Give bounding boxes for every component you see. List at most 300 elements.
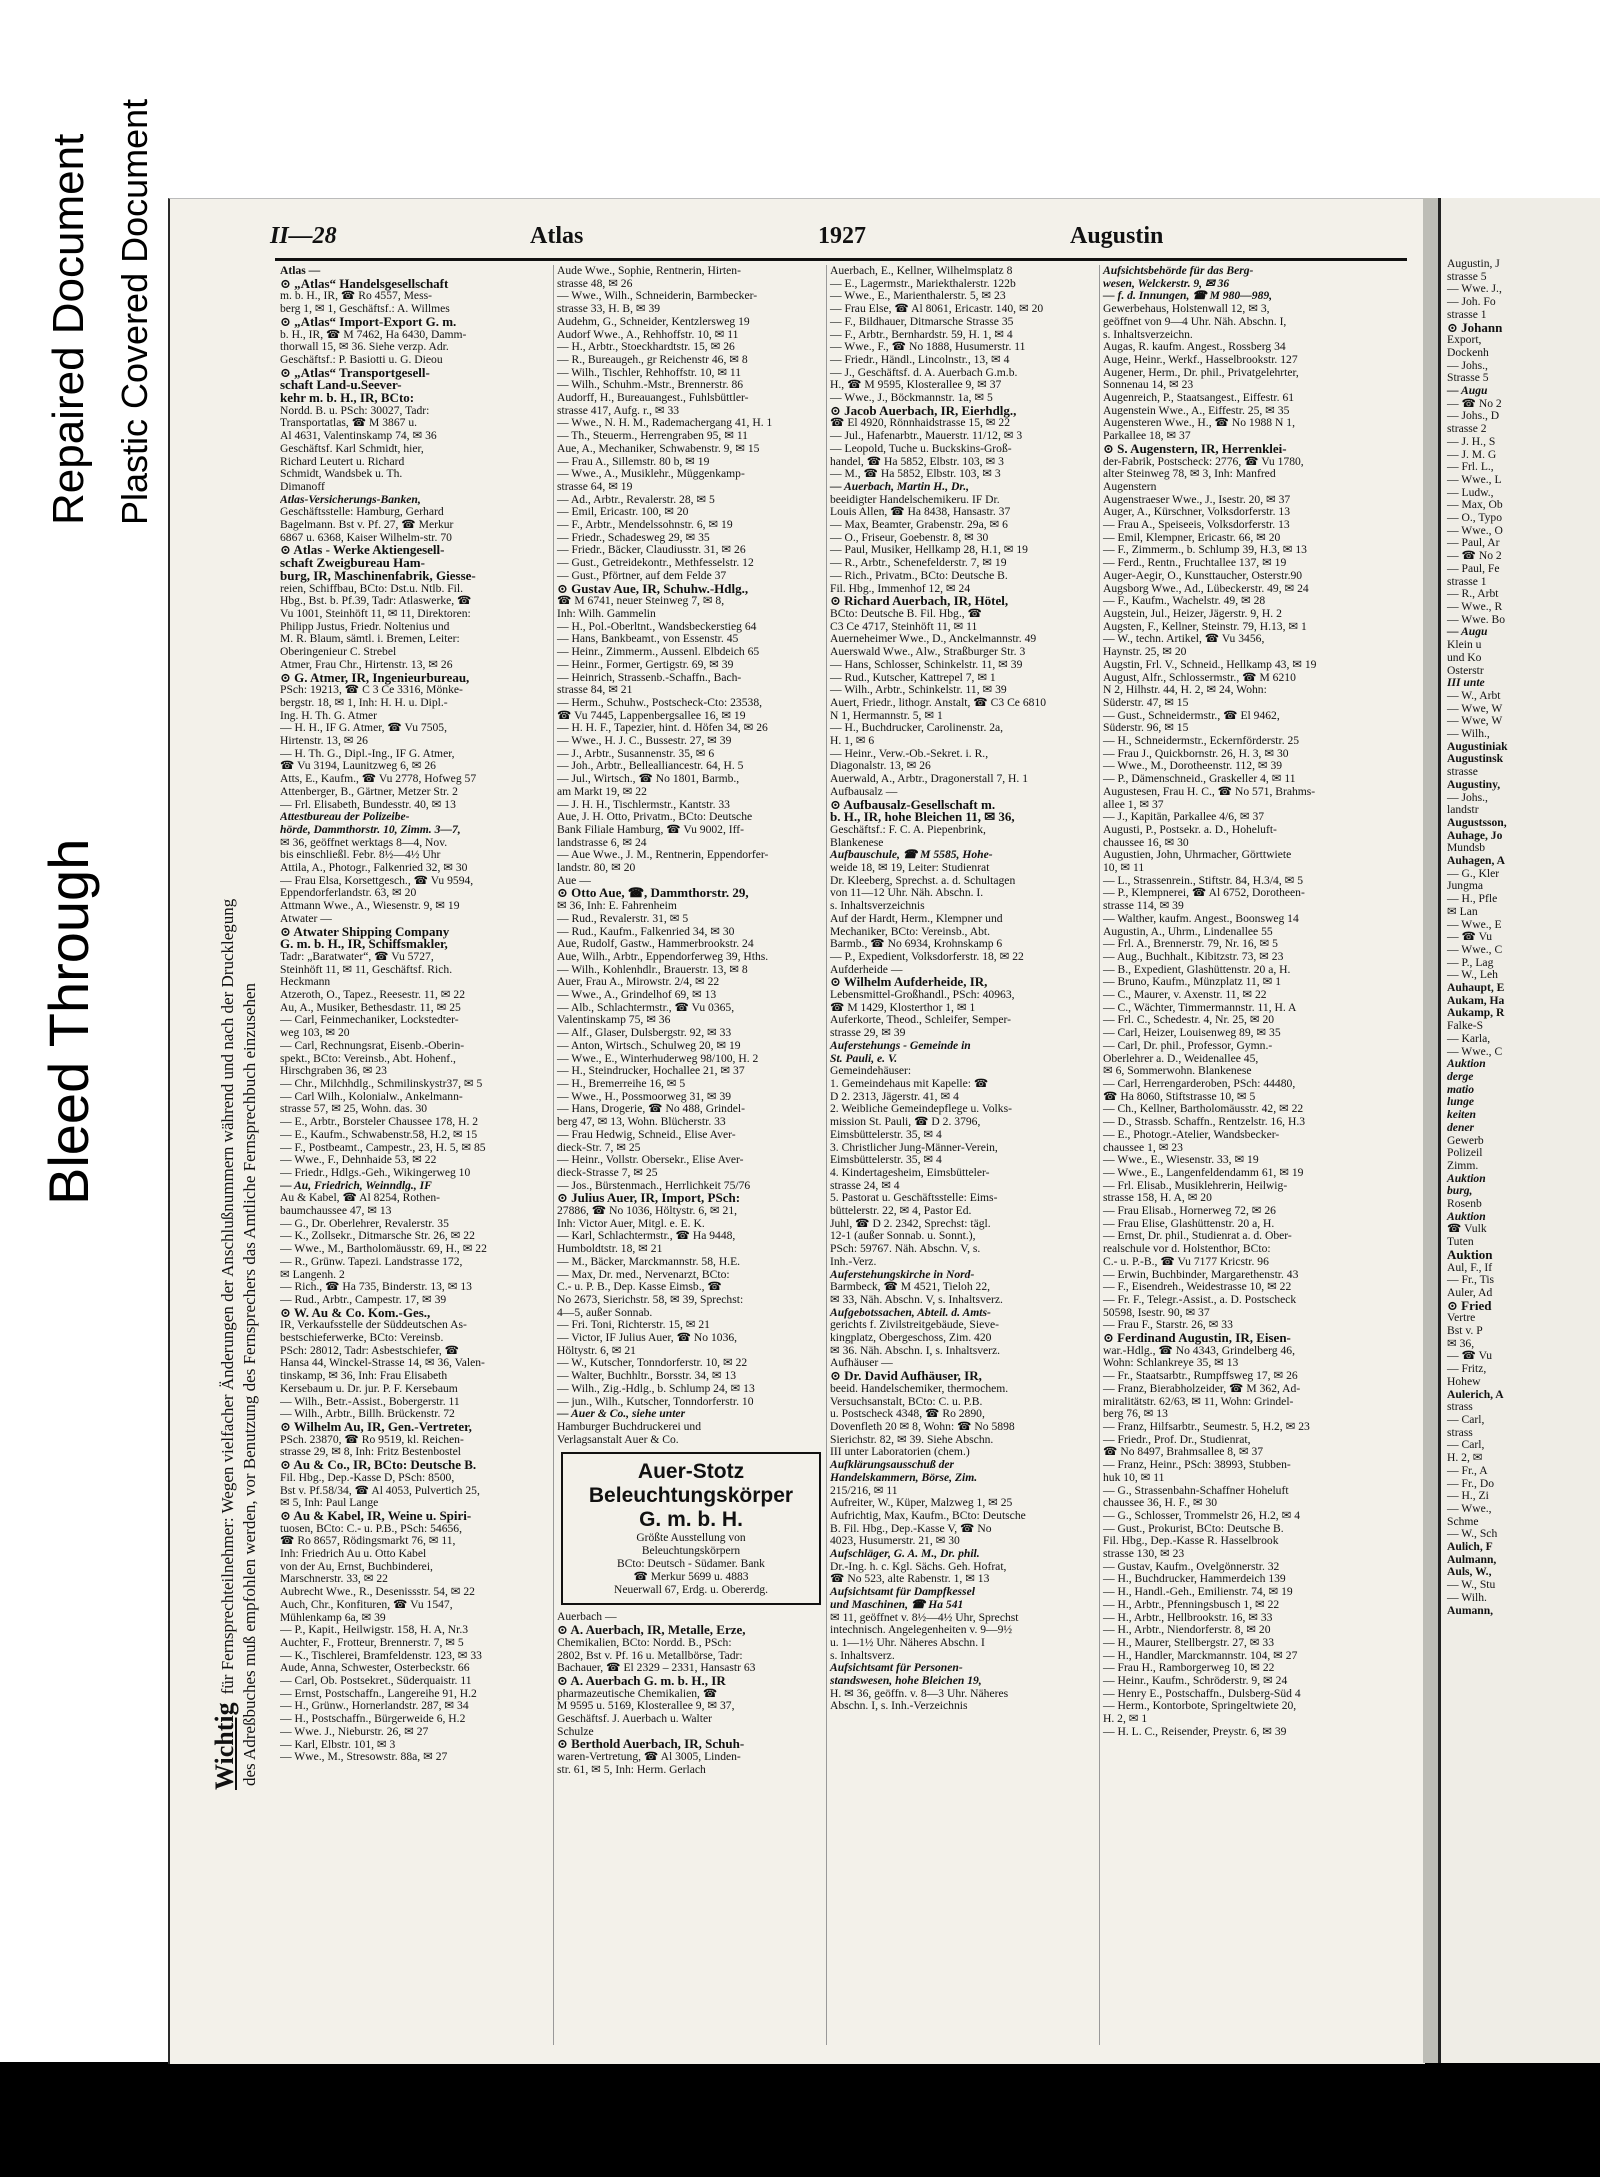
- directory-entry: — M., Bäcker, Marckmannstr. 58, H.E.: [557, 1254, 741, 1268]
- directory-entry: ✉ Langenh. 2: [280, 1267, 345, 1281]
- directory-entry: Augustsson,: [1447, 815, 1507, 829]
- directory-entry: — F., Eisendreh., Weidestrasse 10, ✉ 22: [1103, 1280, 1292, 1294]
- directory-entry: ☎ M 6741, neuer Steinweg 7, ✉ 8,: [557, 594, 725, 608]
- directory-entry: landstr: [1447, 803, 1479, 817]
- directory-entry: strasse 114, ✉ 39: [1103, 899, 1184, 913]
- directory-entry: Mechaniker, BCto: Vereinsb., Abt.: [830, 924, 991, 938]
- directory-entry: — ☎ Vu: [1447, 1349, 1493, 1363]
- directory-entry: — G., Strassenbahn-Schaffner Hoheluft: [1103, 1483, 1289, 1497]
- directory-entry: — Fr. F., Telegr.-Assist., a. D. Postscheck: [1103, 1292, 1297, 1306]
- directory-entry: u. 1—1½ Uhr. Näheres Abschn. I: [830, 1635, 985, 1649]
- directory-entry: strasse 1: [1447, 574, 1487, 588]
- directory-entry: — Heinr., Zimmerm., Aussenl. Elbdeich 65: [557, 645, 760, 659]
- directory-entry: ⊙ Aufbausalz-Gesellschaft m.: [830, 796, 996, 812]
- directory-entry: ☎ No 8497, Brahmsallee 8, ✉ 37: [1103, 1445, 1264, 1459]
- directory-entry: III unter Laboratorien (chem.): [830, 1445, 970, 1459]
- directory-entry: — Frl. A., Brennerstr. 79, Nr. 16, ✉ 5: [1103, 937, 1278, 951]
- directory-entry: beeidigter Handelschemikeru. IF Dr.: [830, 492, 1000, 506]
- directory-entry: — Herm., Kontorbote, Springeltwiete 20,: [1103, 1699, 1297, 1713]
- directory-entry: — E., Kaufm., Schwabenstr.58, H.2, ✉ 15: [280, 1127, 478, 1141]
- directory-entry: ☎ Ha 8060, Stiftstrasse 10, ✉ 5: [1103, 1089, 1256, 1103]
- directory-entry: — Wwe. J.,: [1447, 282, 1502, 296]
- directory-entry: — Wwe., A., Musiklehr., Müggenkamp-: [557, 467, 745, 481]
- scan-bottom-band: [0, 2062, 1600, 2177]
- directory-entry: Wohn: Schlankreye 35, ✉ 13: [1103, 1356, 1239, 1370]
- directory-entry: Dr. Kleeberg, Sprechst. a. d. Schultagen: [830, 873, 1016, 887]
- directory-entry: D 2. 2313, Jägerstr. 41, ✉ 4: [830, 1089, 959, 1103]
- column-4: [1099, 265, 1408, 2045]
- directory-entry: — Friedr., Händl., Lincolnstr., 13, ✉ 4: [830, 352, 1010, 366]
- directory-entry: — Gust., Getreidekontr., Methfesselstr. 12: [557, 556, 754, 570]
- directory-entry: — P., Expedient, Volksdorferstr. 18, ✉ 22: [830, 949, 1024, 963]
- directory-entry: Augusti, P., Postsekr. a. D., Hoheluft-: [1103, 822, 1277, 836]
- directory-entry: reien, Schiffbau, BCto: Dst.u. Ntlb. Fil.: [280, 581, 464, 595]
- directory-entry: — Ernst, Postschaffn., Langereihe 91, H.2: [280, 1686, 477, 1700]
- directory-entry: — Wwe., M., Dorotheenstr. 112, ✉ 39: [1103, 759, 1283, 773]
- directory-entry: Geschäftsf.: F. C. A. Piepenbrink,: [830, 822, 986, 836]
- directory-entry: N 1, Hermannstr. 5, ✉ 1: [830, 708, 943, 722]
- directory-entry: — Wwe., E., Winterhuderweg 98/100, H. 2: [557, 1051, 759, 1065]
- directory-entry: Audorff, H., Bureauangest., Fuhlsbüttler-: [557, 391, 749, 405]
- directory-entry: — E., Arbtr., Borsteler Chaussee 178, H. 2: [280, 1115, 479, 1129]
- directory-entry: — Wwe., R: [1447, 599, 1503, 613]
- directory-entry: der-Fabrik, Postscheck: 2776, ☎ Vu 1780,: [1103, 454, 1304, 468]
- directory-entry: Abschn. I, s. Inh.-Verzeichnis: [830, 1699, 968, 1713]
- directory-entry: — H., Buchdrucker, Hammerdeich 139: [1103, 1572, 1286, 1586]
- directory-entry: Fil. Hbg., Immenhof 12, ✉ 24: [830, 581, 971, 595]
- directory-entry: — Carl Wilh., Kolonialw., Ankelmann-: [280, 1089, 463, 1103]
- directory-entry: matio: [1447, 1082, 1475, 1096]
- directory-entry: 5. Pastorat u. Geschäftsstelle: Eims-: [830, 1191, 998, 1205]
- directory-entry: — Wwe., E: [1447, 917, 1502, 931]
- directory-entry: s. Inhaltsverzeichnis: [830, 899, 925, 913]
- directory-entry: Al 4631, Valentinskamp 74, ✉ 36: [280, 429, 437, 443]
- directory-entry: — Victor, IF Julius Auer, ☎ No 1036,: [557, 1331, 738, 1345]
- directory-entry: Aufschläger, G. A. M., Dr. phil.: [830, 1547, 980, 1561]
- directory-entry: strasse 24, ✉ 4: [830, 1178, 900, 1192]
- directory-entry: Atmer, Frau Chr., Hirtenstr. 13, ✉ 26: [280, 657, 453, 671]
- directory-entry: — Augu: [1447, 625, 1488, 639]
- directory-entry: — W., Stu: [1447, 1578, 1496, 1592]
- directory-entry: Aufbauschule, ☎ M 5585, Hohe-: [830, 848, 993, 862]
- directory-entry: — Hans, Schlosser, Schinkelstr. 11, ✉ 39: [830, 657, 1023, 671]
- column-1: [280, 265, 550, 2045]
- directory-entry: — C., Wächter, Timmermannstr. 11, H. A: [1103, 1000, 1297, 1014]
- directory-entry: burg, IR, Maschinenfabrik, Giesse-: [280, 567, 476, 583]
- directory-entry: Falke-S: [1447, 1019, 1484, 1033]
- directory-entry: — Wilh.: [1447, 1590, 1487, 1604]
- directory-entry: B. Fil. Hbg., Dep.-Kasse V, ☎ No: [830, 1521, 992, 1535]
- directory-entry: — H., Arbtr., Stoeckhardtstr. 15, ✉ 26: [557, 340, 735, 354]
- directory-entry: — Karl, Elbstr. 101, ✉ 3: [280, 1737, 396, 1751]
- directory-entry: — F., Zimmerm., b. Schlump 39, H.3, ✉ 13: [1103, 543, 1307, 557]
- directory-entry: Tadr: „Baratwater“, ☎ Vu 5727,: [280, 949, 434, 963]
- directory-entry: — Joh., Arbtr., Bellealliancestr. 64, H. 5: [557, 759, 744, 773]
- directory-entry: — Wwe., C: [1447, 1044, 1503, 1058]
- directory-entry: keiten: [1447, 1108, 1476, 1122]
- directory-entry: b. H., IR, ☎ M 7462, Ha 6430, Damm-: [280, 327, 467, 341]
- directory-entry: Augenreich, P., Staatsangest., Eiffestr. 61: [1103, 391, 1295, 405]
- ad-line-5: Neuerwall 67, Erdg. u. Obererdg.: [614, 1584, 768, 1597]
- notice-line-2: des Adreßbuches muß empfohlen werden, vor Benutzung des Fernsprechers das Amtliche Fernsprechbuch einzusehen: [240, 982, 259, 1786]
- directory-entry: — Max, Dr. med., Nervenarzt, BCto:: [557, 1267, 730, 1281]
- directory-entry: Augener, Herm., Dr. phil., Privatgelehrter,: [1103, 365, 1299, 379]
- directory-entry: ⊙ G. Atmer, IR, Ingenieurbureau,: [280, 669, 470, 685]
- directory-entry: — Paul, Ar: [1447, 536, 1500, 550]
- directory-entry: — Wwe., F., Dehnhaide 53, ✉ 22: [280, 1153, 437, 1167]
- directory-entry: — Wilh.,: [1447, 727, 1490, 741]
- directory-entry: von 11—12 Uhr. Näh. Abschn. I.: [830, 886, 984, 900]
- directory-entry: — Fri. Toni, Richterstr. 15, ✉ 21: [557, 1318, 710, 1332]
- directory-entry: kehr m. b. H., IR, BCto:: [280, 390, 415, 406]
- directory-entry: — Karl, Schlachtermstr., ☎ Ha 9448,: [557, 1229, 736, 1243]
- directory-entry: — Aue Wwe., J. M., Rentnerin, Eppendorfer-: [557, 848, 769, 862]
- directory-entry: Auger, A., Kürschner, Volksdorferstr. 13: [1103, 505, 1291, 519]
- directory-entry: Juhl, ☎ D 2. 2342, Sprechst: tägl.: [830, 1216, 991, 1230]
- directory-entry: b. H., IR, hohe Bleichen 11, ✉ 36,: [830, 809, 1015, 825]
- directory-entry: ⊙ „Atlas“ Transportgesell-: [280, 364, 430, 380]
- directory-entry: ✉ 5, Inh: Paul Lange: [280, 1496, 379, 1510]
- directory-entry: strasse 2: [1447, 422, 1487, 436]
- directory-entry: Dovenfleth 20 ✉ 8, Wohn: ☎ No 5898: [830, 1419, 1015, 1433]
- directory-entry: bestschieferwerke, BCto: Vereinsb.: [280, 1331, 444, 1345]
- directory-entry: — H., Handler, Marckmannstr. 104, ✉ 27: [1103, 1648, 1298, 1662]
- directory-entry: — Augu: [1447, 384, 1488, 398]
- directory-entry: Valentinskamp 75, ✉ 36: [557, 1013, 671, 1027]
- directory-entry: — Fr., Staatsarbtr., Rumpffsweg 17, ✉ 26: [1103, 1369, 1298, 1383]
- directory-entry: Bachauer, ☎ El 2329 – 2331, Hansastr 63: [557, 1661, 756, 1675]
- directory-entry: ✉ 36,: [1447, 1336, 1475, 1350]
- directory-entry: strasse 1: [1447, 307, 1487, 321]
- directory-entry: — Walter, Buchhltr., Borsstr. 34, ✉ 13: [557, 1369, 737, 1383]
- directory-entry: — Frau J., Quickbornstr. 26, H. 3, ✉ 30: [1103, 746, 1289, 760]
- directory-entry: C.- u. P. B., Dep. Kasse Eimsb., ☎: [557, 1280, 722, 1294]
- directory-entry: ⊙ Johann: [1447, 319, 1503, 335]
- header-last-word: Augustin: [1070, 223, 1164, 249]
- directory-entry: 10, ✉ 11: [1103, 861, 1145, 875]
- directory-entry: — Frl. L.,: [1447, 460, 1494, 474]
- directory-entry: Atzeroth, O., Tapez., Reesestr. 11, ✉ 22: [280, 988, 466, 1002]
- directory-entry: ✉ Lan: [1447, 904, 1478, 918]
- directory-entry: dieck-Strasse 7, ✉ 25: [557, 1165, 658, 1179]
- directory-entry: Sierichstr. 82, ✉ 39. Siehe Abschn.: [830, 1432, 994, 1446]
- directory-entry: schaft Zweigbureau Ham-: [280, 555, 425, 571]
- directory-entry: Schmidt, Wandsbek u. Th.: [280, 467, 403, 481]
- directory-entry: Attmann Wwe., A., Wiesenstr. 9, ✉ 19: [280, 899, 460, 913]
- directory-entry: Auge, Heinr., Werkf., Hasselbrookstr. 127: [1103, 352, 1298, 366]
- directory-entry: Auger-Aegir, O., Kunsttaucher, Osterstr.90: [1103, 568, 1303, 582]
- directory-entry: — Jul., Hafenarbtr., Mauerstr. 11/12, ✉ 3: [830, 429, 1023, 443]
- directory-entry: — Ch., Kellner, Bartholomäusstr. 42, ✉ 22: [1103, 1102, 1304, 1116]
- directory-entry: Aufsichtsamt für Personen-: [830, 1661, 963, 1675]
- directory-entry: — H., Buchdrucker, Carolinenstr. 2a,: [830, 721, 1004, 735]
- directory-entry: — P., Lag: [1447, 955, 1494, 969]
- directory-entry: — Wilh., Kohlenhdlr., Brauerstr. 13, ✉ 8: [557, 962, 748, 976]
- ad-title-2: Beleuchtungskörper: [588, 1484, 794, 1508]
- directory-entry: Jungma: [1447, 879, 1484, 893]
- next-page-edge: [1438, 198, 1600, 2063]
- directory-entry: Auktion: [1447, 1246, 1493, 1262]
- directory-entry: Steinhöft 11, ✉ 11, Geschäftsf. Rich.: [280, 962, 453, 976]
- header-rule: [275, 258, 1407, 261]
- directory-entry: Bank Filiale Hamburg, ☎ Vu 9002, Iff-: [557, 822, 744, 836]
- directory-entry: — E., Lagermstr., Mariekthalerstr. 122b: [830, 276, 1016, 290]
- directory-entry: Mundsb: [1447, 841, 1486, 855]
- directory-entry: — Au, Friedrich, Weinndlg., IF: [280, 1178, 432, 1192]
- directory-entry: — Carl, Heizer, Louisenweg 89, ✉ 35: [1103, 1026, 1281, 1040]
- directory-entry: — Wwe., L: [1447, 472, 1502, 486]
- directory-entry: Atlas-Versicherungs-Banken,: [280, 492, 421, 506]
- directory-entry: Auhage, Jo: [1447, 828, 1503, 842]
- directory-entry: Aufbausalz —: [830, 784, 898, 798]
- directory-entry: Polizeil: [1447, 1146, 1483, 1160]
- directory-entry: ☎ M 1429, Klosterthor 1, ✉ 1: [830, 1000, 976, 1014]
- directory-entry: Handelskammern, Börse, Zim.: [830, 1470, 978, 1484]
- directory-entry: — Wwe, W: [1447, 714, 1503, 728]
- directory-entry: derge: [1447, 1070, 1474, 1083]
- directory-entry: ⊙ Au & Co., IR, BCto: Deutsche B.: [280, 1457, 477, 1473]
- directory-entry: — Wwe., M., Bartholomäusstr. 69, H., ✉ 22: [280, 1242, 487, 1256]
- directory-entry: ⊙ W. Au & Co. Kom.-Ges.,: [280, 1304, 431, 1320]
- directory-entry: chaussee 36, H. F., ✉ 30: [1103, 1496, 1218, 1510]
- directory-entry: weide 18, ✉ 19, Leiter: Studienrat: [830, 861, 990, 875]
- directory-entry: strasse 29, ✉ 39: [830, 1026, 906, 1040]
- directory-entry: Auler, Ad: [1447, 1285, 1493, 1299]
- directory-entry: — W., Leh: [1447, 968, 1498, 982]
- column-3: [826, 265, 1100, 2045]
- directory-entry: — Frau Elise, Glashüttenstr. 20 a, H.: [1103, 1216, 1275, 1230]
- directory-entry: — Ferd., Rentn., Fruchtallee 137, ✉ 19: [1103, 556, 1287, 570]
- directory-entry: ☎ Vulk: [1447, 1222, 1487, 1236]
- directory-entry: — Franz, Bierabholzeider, ☎ M 362, Ad-: [1103, 1381, 1301, 1395]
- directory-entry: Gewerbehaus, Holstenwall 12, ✉ 3,: [1103, 302, 1270, 316]
- directory-entry: Osterstr: [1447, 663, 1484, 677]
- directory-entry: strasse 33, H. B, ✉ 39: [557, 302, 661, 316]
- directory-entry: Zimm.: [1447, 1158, 1479, 1172]
- directory-entry: s. Inhaltsverz.: [830, 1648, 895, 1662]
- directory-entry: Gemeindehäuser:: [830, 1064, 912, 1078]
- directory-entry: Auktion: [1447, 1209, 1486, 1223]
- directory-entry: — H., Grünw., Hornerlandstr. 287, ✉ 34: [280, 1699, 469, 1713]
- directory-entry: Auerneheimer Wwe., D., Anckelmannstr. 49: [830, 632, 1037, 646]
- directory-entry: Bagelmann. Bst v. Pf. 27, ☎ Merkur: [280, 518, 454, 532]
- directory-entry: Augenstern: [1103, 479, 1157, 493]
- directory-entry: — Johs.,: [1447, 790, 1488, 804]
- directory-entry: Strasse 5: [1447, 371, 1489, 385]
- directory-entry: Attila, A., Photogr., Falkenried 32, ✉ 30: [280, 861, 468, 875]
- directory-entry: — Jos., Bürstenmach., Herrlichkeit 75/76: [557, 1178, 751, 1192]
- directory-entry: — Frau Elisab., Hornerweg 72, ✉ 26: [1103, 1204, 1276, 1218]
- directory-entry: burg,: [1447, 1184, 1473, 1198]
- directory-entry: — Bruno, Kaufm., Münzplatz 11, ✉ 1: [1103, 975, 1282, 989]
- directory-entry: strasse 417, Aufg. r., ✉ 33: [557, 403, 680, 417]
- directory-entry: Tuten: [1447, 1235, 1474, 1249]
- directory-entry: Dockenh: [1447, 345, 1489, 359]
- directory-entry: BCto: Deutsche B. Fil. Hbg., ☎: [830, 606, 982, 620]
- directory-entry: 2802, Bst v. Pf. 16 u. Metallbörse, Tadr:: [557, 1648, 743, 1662]
- directory-entry: — Frau Elsa, Korsettgesch., ☎ Vu 9594,: [280, 873, 474, 887]
- directory-entry: Hbg., Bst. b. Pf.39, Tadr: Atlaswerke, ☎: [280, 594, 472, 608]
- repaired-document-stamp: Repaired Document: [44, 133, 93, 525]
- directory-entry: gerichts f. Zivilstreitgebäude, Sieve-: [830, 1318, 1000, 1332]
- directory-entry: — Wilh., Arbtr., Schinkelstr. 11, ✉ 39: [830, 683, 1007, 697]
- directory-entry: Aumann,: [1447, 1603, 1494, 1617]
- directory-entry: Eimsbüttelerstr. 35, ✉ 4: [830, 1153, 942, 1167]
- directory-entry: ⊙ A. Auerbach, IR, Metalle, Erze,: [557, 1622, 746, 1638]
- directory-entry: Inh: Friedrich Au u. Otto Kabel: [280, 1547, 427, 1561]
- directory-entry: Aufsichtsbehörde für das Berg-: [1103, 265, 1254, 277]
- directory-entry: — Wilh., Betr.-Assist., Bobergerstr. 11: [280, 1394, 460, 1408]
- directory-entry: Augustien, John, Uhrmacher, Görttwiete: [1103, 848, 1292, 862]
- directory-entry: — H., Postschaffn., Bürgerweide 6, H.2: [280, 1712, 466, 1726]
- directory-entry: Augustin, J: [1447, 257, 1500, 270]
- directory-entry: ⊙ A. Auerbach G. m. b. H., IR: [557, 1672, 726, 1688]
- notice-wichtig: Wichtig: [210, 1702, 239, 1790]
- directory-entry: strasse 158, H. A, ✉ 20: [1103, 1191, 1212, 1205]
- directory-entry: ⊙ Dr. David Aufhäuser, IR,: [830, 1368, 982, 1384]
- notice-line-1: für Fernsprechteilnehmer: Wegen vielfacher Änderungen der Anschlußnummern während und nach der Drucklegung: [218, 898, 237, 1695]
- directory-entry: M. R. Blaum, sämtl. i. Bremen, Leiter:: [280, 632, 460, 646]
- directory-entry: — Heinr., Vollstr. Obersekr., Elise Aver-: [557, 1153, 744, 1167]
- directory-entry: Auert, Friedr., lithogr. Anstalt, ☎ C3 Ce 6810: [830, 695, 1047, 709]
- directory-entry: str. 61, ✉ 5, Inh: Herm. Gerlach: [557, 1762, 706, 1776]
- directory-entry: 50598, Isestr. 90, ✉ 37: [1103, 1305, 1210, 1319]
- directory-entry: — Rud., Kaufm., Falkenried 34, ✉ 30: [557, 924, 735, 938]
- directory-entry: — Carl, Rechnungsrat, Eisenb.-Oberin-: [280, 1038, 465, 1052]
- directory-entry: — D., Strassb. Schaffn., Rentzelstr. 16, H.3: [1103, 1115, 1306, 1129]
- directory-entry: — P., Klempnerei, ☎ Al 6752, Dorotheen-: [1103, 886, 1305, 900]
- directory-entry: H. 2, ✉: [1447, 1451, 1483, 1465]
- directory-entry: Süderstr. 96, ✉ 15: [1103, 721, 1189, 735]
- directory-entry: — Wwe., J., Böckmannstr. 1a, ✉ 5: [830, 391, 993, 405]
- directory-entry: Vertre: [1447, 1311, 1476, 1325]
- directory-entry: Augenstein Wwe., A., Eiffestr. 25, ✉ 35: [1103, 403, 1290, 417]
- directory-entry: — K., Zollsekr., Ditmarsche Str. 26, ✉ 22: [280, 1229, 475, 1243]
- directory-entry: Aukam, Ha: [1447, 993, 1505, 1007]
- directory-entry: — Max, Beamter, Grabenstr. 29a, ✉ 6: [830, 518, 1008, 532]
- directory-entry: — H. H. F., Tapezier, hint. d. Höfen 34, ✉ 26: [557, 721, 768, 735]
- directory-entry: — H. H., IF G. Atmer, ☎ Vu 7505,: [280, 721, 448, 735]
- directory-entry: und Maschinen, ☎ Ha 541: [830, 1597, 964, 1611]
- directory-entry: ☎ Ro 8657, Rödingsmarkt 76, ✉ 11,: [280, 1534, 456, 1548]
- directory-entry: Parkallee 18, ✉ 37: [1103, 429, 1191, 443]
- directory-entry: ⊙ Otto Aue, ☎, Dammthorstr. 29,: [557, 885, 749, 901]
- directory-entry: ✉ 6, Sommerwohn. Blankenese: [1103, 1064, 1252, 1078]
- page-number: II—28: [270, 223, 337, 249]
- directory-entry: strasse 64, ✉ 19: [557, 479, 633, 493]
- directory-entry: — Karla,: [1447, 1031, 1491, 1045]
- directory-entry: — Carl, Ob. Postsekret., Süderquaistr. 11: [280, 1674, 472, 1688]
- header-year: 1927: [818, 223, 866, 249]
- directory-entry: Aulerich, A: [1447, 1387, 1504, 1401]
- directory-entry: miralitätstr. 62/63, ✉ 11, Wohn: Grindel-: [1103, 1394, 1294, 1408]
- directory-entry: mission St. Pauli, ☎ D 2. 3796,: [830, 1115, 981, 1129]
- directory-entry: Nordd. B. u. PSch: 30027, Tadr:: [280, 403, 430, 417]
- directory-entry: Diagonalstr. 13, ✉ 26: [830, 759, 931, 773]
- directory-entry: — f. d. Innungen, ☎ M 980—989,: [1103, 289, 1273, 303]
- directory-entry: Attestbureau der Polizeibe-: [280, 810, 410, 824]
- directory-entry: Auerwald, A., Arbtr., Dragonerstall 7, H. 1: [830, 772, 1029, 786]
- directory-entry: — Rud., Kutscher, Kattrepel 7, ✉ 1: [830, 670, 996, 684]
- directory-entry: — Johs., D: [1447, 409, 1500, 423]
- directory-entry: schaft Land-u.Seever-: [280, 377, 402, 393]
- directory-entry: Auchter, F., Frotteur, Brennerstr. 7, ✉ 5: [280, 1635, 464, 1649]
- directory-entry: — Leopold, Tuche u. Buckskins-Groß-: [830, 441, 1012, 455]
- directory-entry: und Ko: [1447, 650, 1482, 664]
- directory-entry: — Wwe., N. H. M., Rademachergang 41, H. 1: [557, 416, 773, 430]
- directory-entry: — Wwe., C: [1447, 942, 1503, 956]
- directory-entry: strasse 48, ✉ 26: [557, 276, 633, 290]
- directory-entry: Audehm, G., Schneider, Kentzlersweg 19: [557, 314, 750, 328]
- directory-entry: büttelerstr. 22, ✉ 4, Pastor Ed.: [830, 1204, 972, 1218]
- directory-entry: — Gust., Prokurist, BCto: Deutsche B.: [1103, 1521, 1284, 1535]
- directory-entry: — Frau F., Starstr. 26, ✉ 33: [1103, 1318, 1233, 1332]
- directory-entry: 1. Gemeindehaus mit Kapelle: ☎: [830, 1077, 989, 1090]
- directory-entry: — F., Kaufm., Wachelstr. 49, ✉ 28: [1103, 594, 1266, 608]
- directory-entry: — Rud., Revalerstr. 31, ✉ 5: [557, 911, 689, 925]
- directory-entry: Au, A., Musiker, Bethesdastr. 11, ✉ 25: [280, 1000, 461, 1014]
- directory-entry: — H., Steindrucker, Hochallee 21, ✉ 37: [557, 1064, 745, 1078]
- directory-entry: — Aug., Buchhalt., Kibitzstr. 73, ✉ 23: [1103, 949, 1284, 963]
- directory-entry: strass: [1447, 1400, 1473, 1414]
- directory-entry: Auhagen, A: [1447, 854, 1505, 868]
- directory-entry: M 9595 u. 5169, Klosterallee 9, ✉ 37,: [557, 1699, 735, 1713]
- directory-entry: Höltystr. 6, ✉ 21: [557, 1343, 636, 1357]
- directory-entry: Aufrichtig, Max, Kaufm., BCto: Deutsche: [830, 1508, 1026, 1522]
- directory-entry: — Anton, Wirtsch., Schulweg 20, ✉ 19: [557, 1038, 741, 1052]
- directory-entry: — O., Typo: [1447, 511, 1503, 525]
- directory-entry: — Wwe. Bo: [1447, 612, 1506, 626]
- directory-entry: Verlagsanstalt Auer & Co.: [557, 1432, 679, 1446]
- directory-entry: strasse: [1447, 765, 1478, 779]
- directory-entry: lunge: [1447, 1095, 1475, 1109]
- directory-entry: — Wilh., Zig.-Hdlg., b. Schlump 24, ✉ 13: [557, 1381, 755, 1395]
- directory-entry: — J. H. H., Tischlermstr., Kantstr. 33: [557, 797, 730, 811]
- directory-entry: — Ludw.,: [1447, 485, 1494, 499]
- directory-entry: — E., Photogr.-Atelier, Wandsbecker-: [1103, 1127, 1280, 1141]
- directory-entry: Louis Allen, ☎ Ha 8438, Hansastr. 37: [830, 505, 1011, 519]
- directory-entry: ⊙ Wilhelm Aufderheide, IR,: [830, 974, 988, 990]
- directory-entry: Richard Leutert u. Richard: [280, 454, 405, 468]
- directory-entry: wesen, Welckerstr. 9, ✉ 36: [1103, 276, 1230, 290]
- directory-entry: Augustesen, Frau H. C., ☎ No 571, Brahms-: [1103, 784, 1316, 798]
- directory-entry: Aulich, F: [1447, 1540, 1493, 1554]
- directory-entry: — Fr., A: [1447, 1463, 1488, 1477]
- directory-entry: weg 103, ✉ 20: [280, 1026, 350, 1040]
- directory-entry: dieck-Str. 7, ✉ 25: [557, 1140, 641, 1154]
- directory-entry: bergstr. 18, ✉ 1, Inh: H. H. u. Dipl.-: [280, 695, 448, 709]
- directory-entry: Aufsichtsamt für Dampfkessel: [830, 1585, 975, 1599]
- directory-entry: ⊙ „Atlas“ Handelsgesellschaft: [280, 275, 449, 291]
- directory-entry: — Carl, Feinmechaniker, Lockstedter-: [280, 1013, 459, 1027]
- directory-entry: — M., ☎ Ha 5852, Elbstr. 103, ✉ 3: [830, 467, 1001, 481]
- directory-entry: realschule vor d. Holstenthor, BCto:: [1103, 1242, 1271, 1256]
- directory-entry: Aue, Wilh., Arbtr., Eppendorferweg 39, Hths.: [557, 949, 769, 963]
- directory-entry: tinskamp, ✉ 36, Inh: Frau Elisabeth: [280, 1369, 448, 1383]
- directory-entry: Heckmann: [280, 975, 331, 989]
- directory-entry: m. b. H., IR, ☎ Ro 4557, Mess-: [280, 289, 432, 303]
- directory-entry: ☎ El 4920, Rönnhaidstrasse 15, ✉ 22: [830, 416, 1011, 430]
- directory-entry: ✉ 33, Näh. Abschn. V, s. Inhaltsverz.: [830, 1292, 1003, 1306]
- advertisement-auer-stotz: [561, 1452, 821, 1605]
- directory-entry: berg 47, ✉ 13, Wohn. Blücherstr. 33: [557, 1115, 726, 1129]
- directory-entry: baumchaussee 47, ✉ 13: [280, 1204, 392, 1218]
- directory-entry: Augenstraeser Wwe., J., Isestr. 20, ✉ 37: [1103, 492, 1291, 506]
- directory-entry: — Friedr., Bäcker, Claudiusstr. 31, ✉ 26: [557, 543, 746, 557]
- directory-entry: Atlas —: [280, 265, 321, 277]
- directory-entry: Inh.-Verz.: [830, 1254, 877, 1268]
- directory-entry: hörde, Dammthorstr. 10, Zimm. 3—7,: [280, 822, 461, 836]
